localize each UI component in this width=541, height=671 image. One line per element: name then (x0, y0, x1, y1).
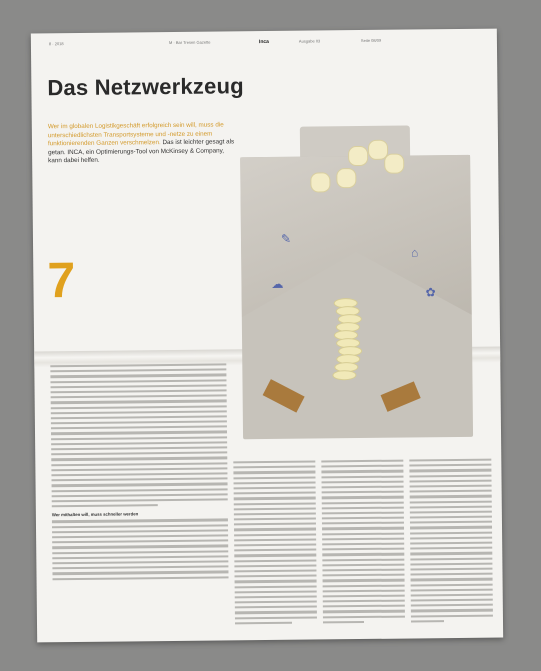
body-column-3 (321, 460, 405, 627)
header-date: Seite 08/09 (360, 37, 382, 44)
envelope-photo (240, 125, 483, 445)
header-issue: Ausgabe 03 (298, 38, 321, 44)
paper-shape (336, 168, 356, 188)
doodle-icon: ✎ (280, 231, 292, 246)
lead-rest: Das ist leichter gesagt als getan. INCA, ein Optimierungs-Tool von McKinsey & Company, kann dabei helfen. (48, 138, 235, 165)
lead-highlight: Wer im globalen Logistikgeschäft erfolgreich sein will, muss die unterschiedlichsten Transportsysteme und -netze zu einem funktionierenden Ganzen verschmelzen. (47, 121, 224, 148)
doodle-icon: ☁ (271, 276, 284, 291)
section-subhead: Wer mithalten will, muss schneller werden (51, 511, 139, 518)
paper-shape (384, 154, 404, 174)
doodle-icon: ✿ (425, 285, 436, 300)
body-column-2 (233, 461, 317, 628)
body-column-4 (409, 459, 493, 626)
paper-shape (348, 146, 368, 166)
header-publication: M · Bar Tresen Gazette (168, 39, 211, 46)
header-page: 8 · 2018 (48, 41, 64, 47)
paper-shape (310, 172, 330, 192)
page-title: Das Netzwerkzeug (47, 73, 244, 101)
doodle-icon: ⌂ (411, 245, 419, 260)
running-header (49, 35, 479, 52)
lead-paragraph (48, 121, 236, 166)
big-number: 7 (47, 252, 76, 309)
header-logo: Inca (258, 38, 269, 46)
text-lines (52, 519, 229, 580)
text-lines (50, 363, 227, 507)
body-column-1 (50, 363, 228, 583)
magazine-page (31, 29, 503, 643)
